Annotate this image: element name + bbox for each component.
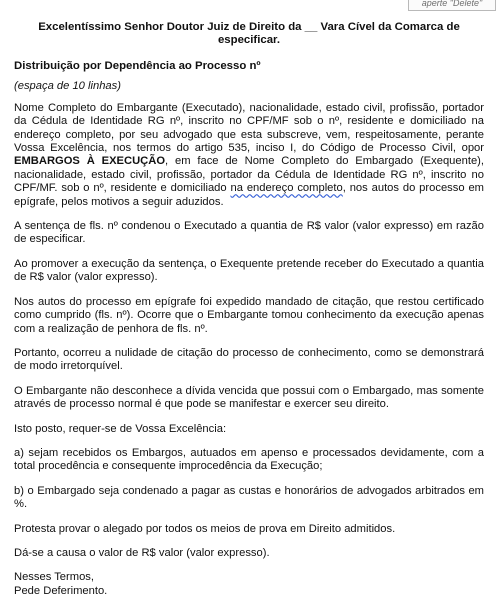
intro-text-3: , nos autos do processo em epígrafe, pelos motivos a seguir aduzidos.	[14, 182, 484, 208]
paragraph-item-a: a) sejam recebidos os Embargos, autuados em apenso e processados devidamente, com a total procedência e consequente improcedência da Execução;	[14, 446, 484, 473]
intro-text-2: , em face de Nome Completo do Embargado (Exequente), nacionalidade, estado civil, profissão, portador da Cédula de Identidade RG nº, inscrito no CPF/MF. sob o nº, residente e domiciliado	[14, 155, 484, 195]
paragraph-nulidade: Portanto, ocorreu a nulidade de citação do processo de conhecimento, como se demonstrará de modo irretorquível.	[14, 346, 484, 373]
paragraph-citacao: Nos autos do processo em epígrafe foi expedido mandado de citação, que restou certificado como cumprido (fls. nº). Ocorre que o Embargante tomou conhecimento da execução apenas com a realização de penhora de fls. nº.	[14, 295, 484, 335]
delete-hint-tooltip: aperte "Delete"	[408, 0, 496, 11]
spacing-note: (espaça de 10 linhas)	[14, 80, 121, 93]
paragraph-sentenca: A sentença de fls. nº condenou o Executado a quantia de R$ valor (valor expresso) em razão de especificar.	[14, 220, 484, 246]
embargos-title: EMBARGOS À EXECUÇÃO	[14, 155, 166, 168]
paragraph-valor-causa: Dá-se a causa o valor de R$ valor (valor expresso).	[14, 546, 270, 559]
closing-line-2: Pede Deferimento.	[14, 584, 108, 597]
paragraph-provas: Protesta provar o alegado por todos os meios de prova em Direito admitidos.	[14, 522, 396, 535]
paragraph-requer: Isto posto, requer-se de Vossa Excelência:	[14, 422, 227, 435]
document-heading: Excelentíssimo Senhor Doutor Juiz de Direito da __ Vara Cível da Comarca de especificar.	[38, 21, 460, 46]
intro-paragraph	[14, 102, 484, 209]
distribution-subtitle: Distribuição por Dependência ao Processo nº	[14, 60, 261, 72]
paragraph-item-b: b) o Embargado seja condenado a pagar as custas e honorários de advogados arbitrados em %.	[14, 484, 484, 511]
paragraph-execucao: Ao promover a execução da sentença, o Exequente pretende receber do Executado a quantia de R$ valor (valor expresso).	[14, 257, 484, 284]
intro-text-1: Nome Completo do Embargante (Executado), nacionalidade, estado civil, profissão, portador da Cédula de Identidade RG nº, inscrito no CPF/MF sob o nº, residente e domiciliado na endereço completo, por seu advogado que esta subscreve, vem, respeitosamente, perante Vossa Excelência, nos termos do artigo 535, inciso I, do Código de Processo Civil, opor	[14, 101, 484, 155]
document-body	[14, 21, 484, 598]
paragraph-divida: O Embargante não desconhece a dívida vencida que possui com o Embargado, mas somente através de processo normal é que pode se manifestar e exercer seu direito.	[14, 384, 484, 411]
spellcheck-underlined-text: na endereço completo	[230, 182, 343, 195]
closing-line-1: Nesses Termos,	[14, 571, 94, 584]
